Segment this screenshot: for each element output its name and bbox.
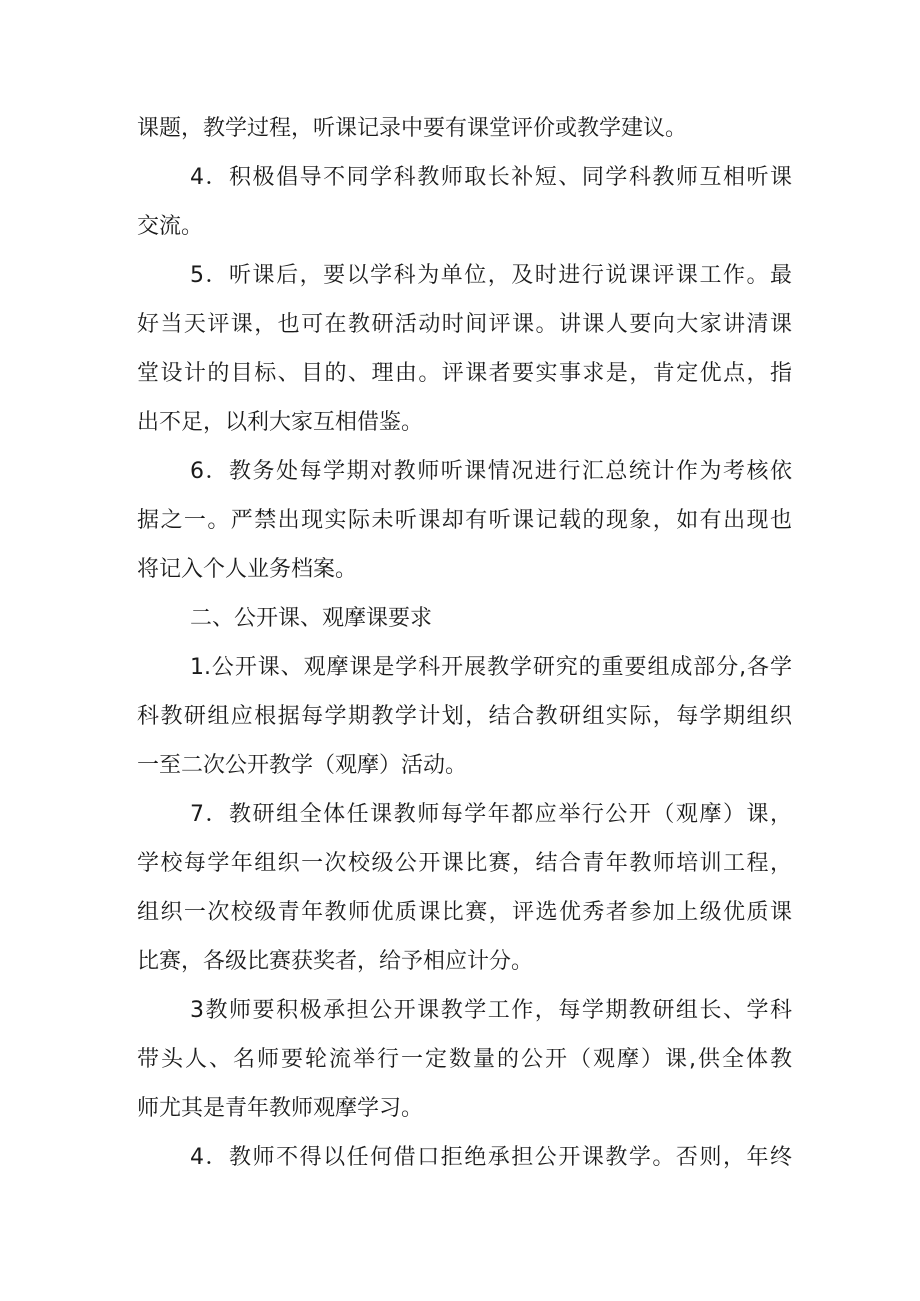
paragraph-line: 4．教师不得以任何借口拒绝承担公开课教学。否则，年终 xyxy=(190,1145,792,1170)
paragraph-line: 比赛，各级比赛获奖者，给予相应计分。 xyxy=(137,949,534,974)
paragraph-line: 课题，教学过程，听课记录中要有课堂评价或教学建议。 xyxy=(137,116,688,141)
paragraph-line: 据之一。严禁出现实际未听课却有听课记载的现象，如有出现也 xyxy=(137,508,792,533)
paragraph-line: 7．教研组全体任课教师每学年都应举行公开（观摩）课， xyxy=(190,802,792,827)
paragraph-line: 堂设计的目标、目的、理由。评课者要实事求是，肯定优点，指 xyxy=(137,361,792,386)
paragraph-line: 3教师要积极承担公开课教学工作，每学期教研组长、学科 xyxy=(190,998,792,1023)
paragraph-line: 6．教务处每学期对教师听课情况进行汇总统计作为考核依 xyxy=(190,459,792,484)
paragraph-line: 4．积极倡导不同学科教师取长补短、同学科教师互相听课 xyxy=(190,165,792,190)
paragraph-line: 组织一次校级青年教师优质课比赛，评选优秀者参加上级优质课 xyxy=(137,900,792,925)
paragraph-line: 学校每学年组织一次校级公开课比赛，结合青年教师培训工程， xyxy=(137,851,792,876)
paragraph-line: 5．听课后，要以学科为单位，及时进行说课评课工作。最 xyxy=(190,263,792,288)
section-heading: 二、公开课、观摩课要求 xyxy=(190,606,433,631)
paragraph-line: 1.公开课、观摩课是学科开展教学研究的重要组成部分,各学 xyxy=(190,655,792,680)
paragraph-line: 带头人、名师要轮流举行一定数量的公开（观摩）课,供全体教 xyxy=(137,1047,792,1072)
paragraph-line: 出不足，以利大家互相借鉴。 xyxy=(137,410,424,435)
paragraph-line: 一至二次公开教学（观摩）活动。 xyxy=(137,753,468,778)
document-body xyxy=(137,104,792,1182)
paragraph-line: 科教研组应根据每学期教学计划，结合教研组实际，每学期组织 xyxy=(137,704,792,729)
paragraph-line: 师尤其是青年教师观摩学习。 xyxy=(137,1096,424,1121)
paragraph-line: 将记入个人业务档案。 xyxy=(137,557,358,582)
paragraph-line: 交流。 xyxy=(137,214,204,239)
paragraph-line: 好当天评课，也可在教研活动时间评课。讲课人要向大家讲清课 xyxy=(137,312,792,337)
